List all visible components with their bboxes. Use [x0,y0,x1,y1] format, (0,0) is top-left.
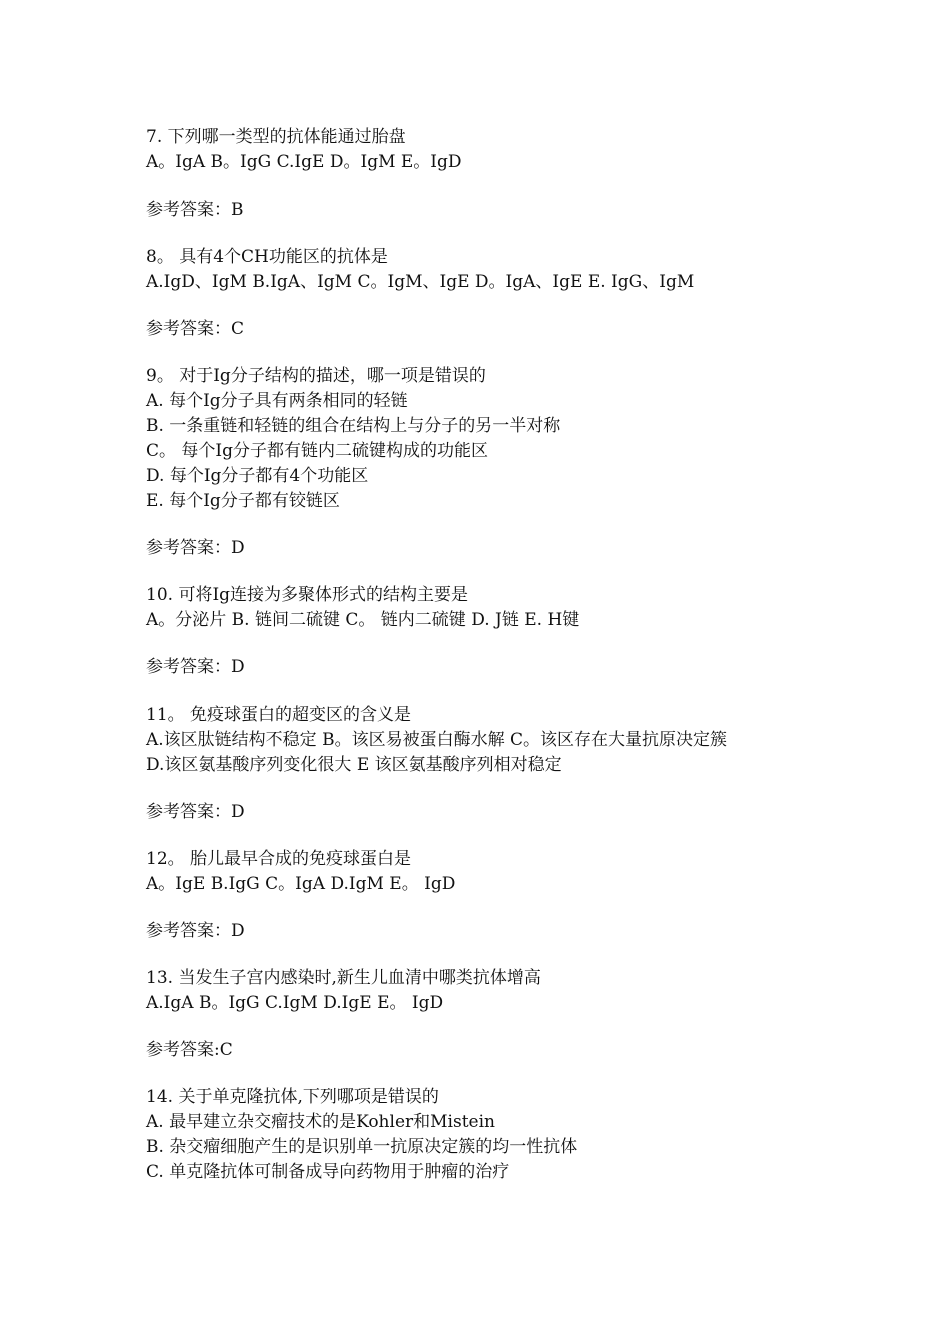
question-10-stem: 10. 可将Ig连接为多聚体形式的结构主要是 [146,585,469,605]
question-8-options: A.IgD、IgM B.IgA、IgM C。IgM、IgE D。IgA、IgE E. IgG、IgM [146,272,695,292]
question-9-option-c: C。 每个Ig分子都有链内二硫键构成的功能区 [146,441,489,461]
question-7-options: A。IgA B。IgG C.IgE D。IgM E。IgD [146,152,462,172]
question-14-option-b: B. 杂交瘤细胞产生的是识别单一抗原决定簇的均一性抗体 [146,1137,578,1157]
question-12-stem: 12。 胎儿最早合成的免疫球蛋白是 [146,849,412,869]
question-9-option-d: D. 每个Ig分子都有4个功能区 [146,466,369,486]
question-8-stem: 8。 具有4个CH功能区的抗体是 [146,247,388,267]
question-7-answer: 参考答案：B [146,200,244,220]
question-14-stem: 14. 关于单克隆抗体,下列哪项是错误的 [146,1087,439,1107]
question-13-options: A.IgA B。IgG C.IgM D.IgE E。 IgD [146,993,444,1013]
question-9-option-a: A. 每个Ig分子具有两条相同的轻链 [146,391,408,411]
question-11-options-line-1: A.该区肽链结构不稳定 B。该区易被蛋白酶水解 C。该区存在大量抗原决定簇 [146,730,727,750]
question-11-options-line-2: D.该区氨基酸序列变化很大 E 该区氨基酸序列相对稳定 [146,755,562,775]
question-13-answer: 参考答案:C [146,1040,233,1060]
question-10-options: A。分泌片 B. 链间二硫键 C。 链内二硫键 D. J链 E. H键 [146,610,580,630]
question-10-answer: 参考答案：D [146,657,245,677]
question-11-stem: 11。 免疫球蛋白的超变区的含义是 [146,705,412,725]
question-14-option-c: C. 单克隆抗体可制备成导向药物用于肿瘤的治疗 [146,1162,510,1182]
question-12-answer: 参考答案：D [146,921,245,941]
question-11-answer: 参考答案：D [146,802,245,822]
question-7-stem: 7. 下列哪一类型的抗体能通过胎盘 [146,127,406,147]
question-9-answer: 参考答案：D [146,538,245,558]
question-12-options: A。IgE B.IgG C。IgA D.IgM E。 IgD [146,874,456,894]
question-9-option-e: E. 每个Ig分子都有铰链区 [146,491,340,511]
question-13-stem: 13. 当发生子宫内感染时,新生儿血清中哪类抗体增高 [146,968,541,988]
question-9-option-b: B. 一条重链和轻链的组合在结构上与分子的另一半对称 [146,416,561,436]
question-9-stem: 9。 对于Ig分子结构的描述，哪一项是错误的 [146,366,486,386]
question-14-option-a: A. 最早建立杂交瘤技术的是Kohler和Mistein [146,1112,495,1132]
question-8-answer: 参考答案：C [146,319,245,339]
